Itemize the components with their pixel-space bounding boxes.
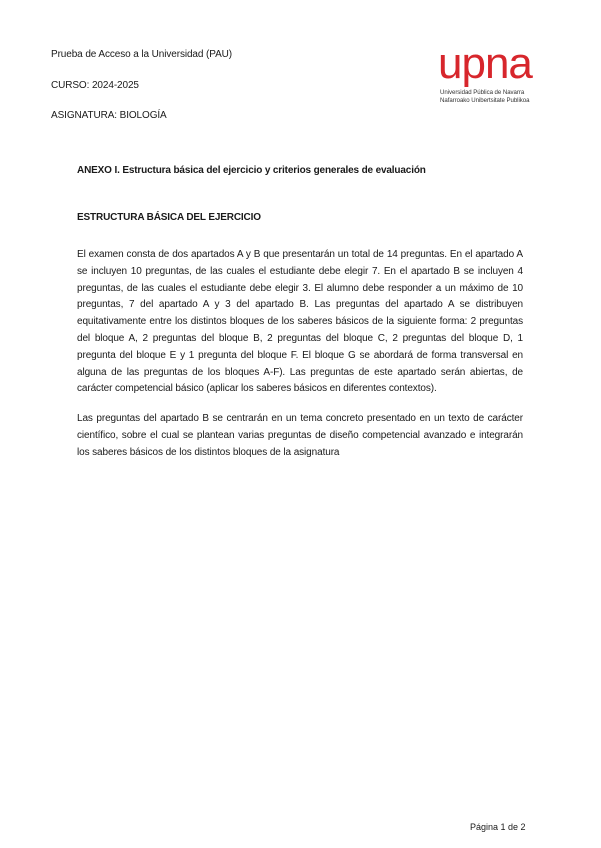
exam-name-line: Prueba de Acceso a la Universidad (PAU) (51, 49, 233, 60)
paragraph-section-b: Las preguntas del apartado B se centrarán en un tema concreto presentado en un texto de carácter científico, sobre el cual se plantean varias preguntas de diseño competencial avanzado e integrarán los saberes básicos de los distintos bloques de la asignatura (77, 413, 523, 458)
subject-line: ASIGNATURA: BIOLOGÍA (51, 110, 167, 121)
section-title: ESTRUCTURA BÁSICA DEL EJERCICIO (77, 212, 261, 223)
course-year-line: CURSO: 2024-2025 (51, 80, 139, 91)
logo-subtitle-spanish: Universidad Pública de Navarra (440, 89, 525, 96)
upna-logo (438, 39, 553, 112)
logo-wordmark: upna (438, 39, 532, 88)
logo-subtitle-basque: Nafarroako Unibertsitate Publikoa (440, 97, 530, 104)
annex-title: ANEXO I. Estructura básica del ejercicio y criterios generales de evaluación (77, 165, 426, 176)
page-number: Página 1 de 2 (470, 822, 526, 832)
paragraph-exam-structure: El examen consta de dos apartados A y B que presentarán un total de 14 preguntas. En el apartado A se incluyen 10 preguntas, de las cuales el estudiante debe elegir 7. En el apartado B se incluyen 4 preguntas, de las cuales el estudiante debe elegir 3. El alumno debe responder a un máximo de 10 preguntas, 7 del apartado A y 3 del apartado B. Las preguntas del apartado A se distribuyen equitativamente entre los distintos bloques de los saberes básicos de la siguiente forma: 2 preguntas del bloque A, 2 preguntas del bloque B, 2 preguntas del bloque C, 2 preguntas del bloque D, 1 pregunta del bloque E y 1 pregunta del bloque F. El bloque G se abordará de forma transversal en alguna de las preguntas de los bloques A-F). Las preguntas de este apartado serán abiertas, de carácter competencial básico (aplicar los saberes básicos en diferentes contextos). (77, 249, 523, 395)
